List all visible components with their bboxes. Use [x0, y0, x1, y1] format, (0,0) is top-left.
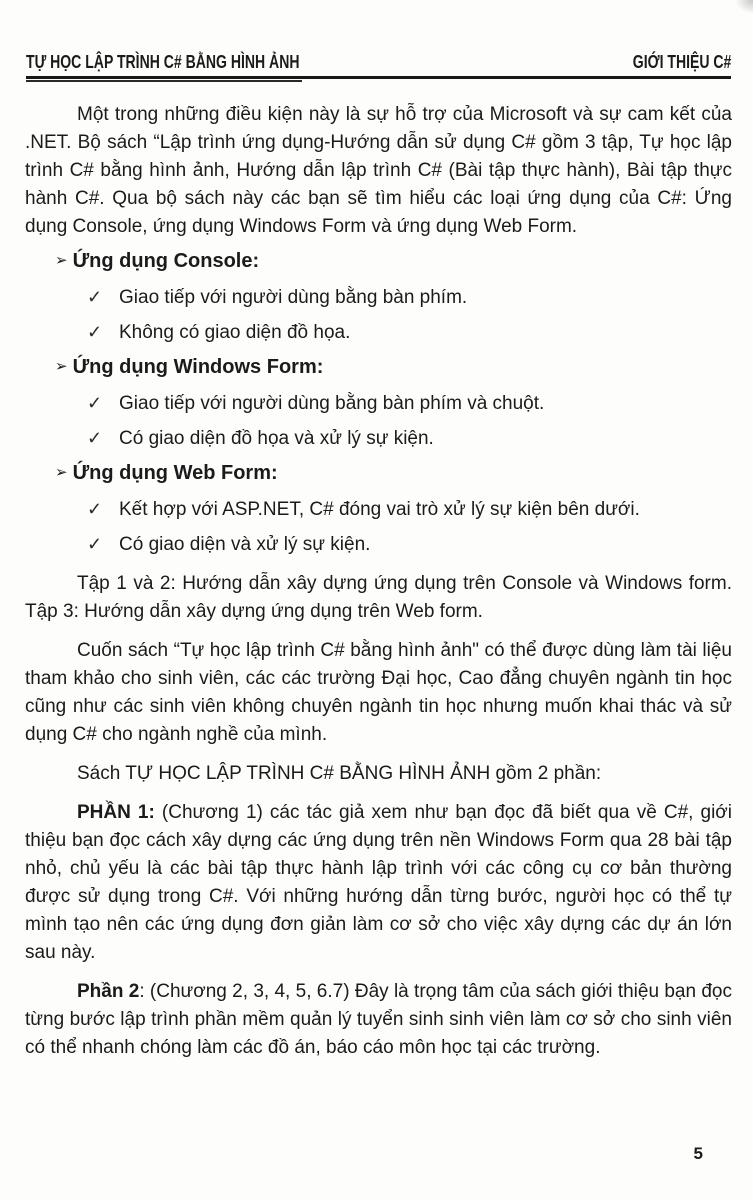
part1-label: PHẦN 1: [77, 802, 155, 823]
page-number: 5 [693, 1144, 703, 1163]
check-item-text: Không có giao diện đồ họa. [119, 322, 351, 343]
section-console [25, 247, 732, 347]
arrow-bullet-icon: ➢ [55, 464, 68, 481]
check-icon: ✓ [87, 287, 103, 307]
scan-artifact [735, 0, 753, 14]
part2-text: : (Chương 2, 3, 4, 5, 6.7) Đây là trọng tâm của sách giới thiệu bạn đọc từng bước lập trình phần mềm quản lý tuyển sinh sinh viên làm cơ sở cho sinh viên có thể nhanh chóng làm các đồ án, báo cáo môn học tại các trường. [25, 981, 732, 1058]
check-item-text: Có giao diện đồ họa và xử lý sự kiện. [119, 428, 434, 449]
volumes-paragraph: Tập 1 và 2: Hướng dẫn xây dựng ứng dụng trên Console và Windows form. Tập 3: Hướng dẫn xây dựng ứng dụng trên Web form. [25, 573, 732, 622]
check-item [87, 530, 732, 559]
part1-text: (Chương 1) các tác giả xem như bạn đọc đã biết qua về C#, giới thiệu bạn đọc cách xây dựng các ứng dụng trên nền Windows Form qua 28 bài tập nhỏ, chủ yếu là các bài tập thực hành lập trình với các công cụ cơ bản thường được sử dụng trong C#. Với những hướng dẫn từng bước, người học có thể tự mình tạo nên các ứng dụng đơn giản làm cơ sở cho việc xây dựng các dự án lớn sau này. [25, 802, 732, 963]
check-item-text: Giao tiếp với người dùng bằng bàn phím và chuột. [119, 393, 545, 414]
page-content [25, 90, 732, 1062]
check-item-text: Kết hợp với ASP.NET, C# đóng vai trò xử lý sự kiện bên dưới. [119, 499, 640, 520]
two-parts-line: Sách TỰ HỌC LẬP TRÌNH C# BẰNG HÌNH ẢNH gồm 2 phần: [77, 763, 602, 784]
running-title-right: GIỚI THIỆU C# [632, 52, 731, 72]
section-windows-form [25, 353, 732, 453]
section-console-title [55, 247, 732, 277]
check-item-text: Có giao diện và xử lý sự kiện. [119, 534, 371, 555]
section-title-text: Ứng dụng Web Form: [72, 462, 278, 484]
section-windows-form-title [55, 353, 732, 383]
part2-paragraph [25, 978, 732, 1062]
arrow-bullet-icon: ➢ [55, 252, 68, 269]
check-item [87, 424, 732, 453]
header-rule-secondary [26, 80, 302, 82]
part1-paragraph [25, 799, 732, 967]
check-icon: ✓ [87, 428, 103, 448]
check-item [87, 495, 732, 524]
check-icon: ✓ [87, 393, 103, 413]
check-icon: ✓ [87, 534, 103, 554]
book-usage-paragraph: Cuốn sách “Tự học lập trình C# bằng hình ảnh" có thể được dùng làm tài liệu tham khảo cho sinh viên, các các trường Đại học, Cao đẳng chuyên ngành tin học cũng như các sinh viên không chuyên ngành tin học nhưng muốn khai thác và sử dụng C# cho ngành nghề của mình. [25, 640, 732, 745]
section-web-form [25, 459, 732, 559]
check-icon: ✓ [87, 322, 103, 342]
check-icon: ✓ [87, 499, 103, 519]
running-title-left: TỰ HỌC LẬP TRÌNH C# BẰNG HÌNH ẢNH [26, 52, 300, 72]
check-item [87, 318, 732, 347]
section-title-text: Ứng dụng Windows Form: [72, 356, 324, 378]
check-item-text: Giao tiếp với người dùng bằng bàn phím. [119, 287, 468, 308]
part2-label: Phần 2 [77, 981, 140, 1002]
arrow-bullet-icon: ➢ [55, 358, 68, 375]
running-header [26, 52, 731, 73]
check-item [87, 389, 732, 418]
intro-paragraph: Một trong những điều kiện này là sự hỗ trợ của Microsoft và sự cam kết của .NET. Bộ sách “Lập trình ứng dụng-Hướng dẫn sử dụng C# gồm 3 tập, Tự học lập trình C# bằng hình ảnh, Hướng dẫn lập trình C# (Bài tập thực hành), Bài tập thực hành C#. Qua bộ sách này các bạn sẽ tìm hiểu các loại ứng dụng của C#: Ứng dụng Console, ứng dụng Windows Form và ứng dụng Web Form. [25, 104, 732, 237]
section-title-text: Ứng dụng Console: [72, 250, 260, 272]
check-item [87, 283, 732, 312]
header-rule [26, 76, 731, 79]
section-web-form-title [55, 459, 732, 489]
